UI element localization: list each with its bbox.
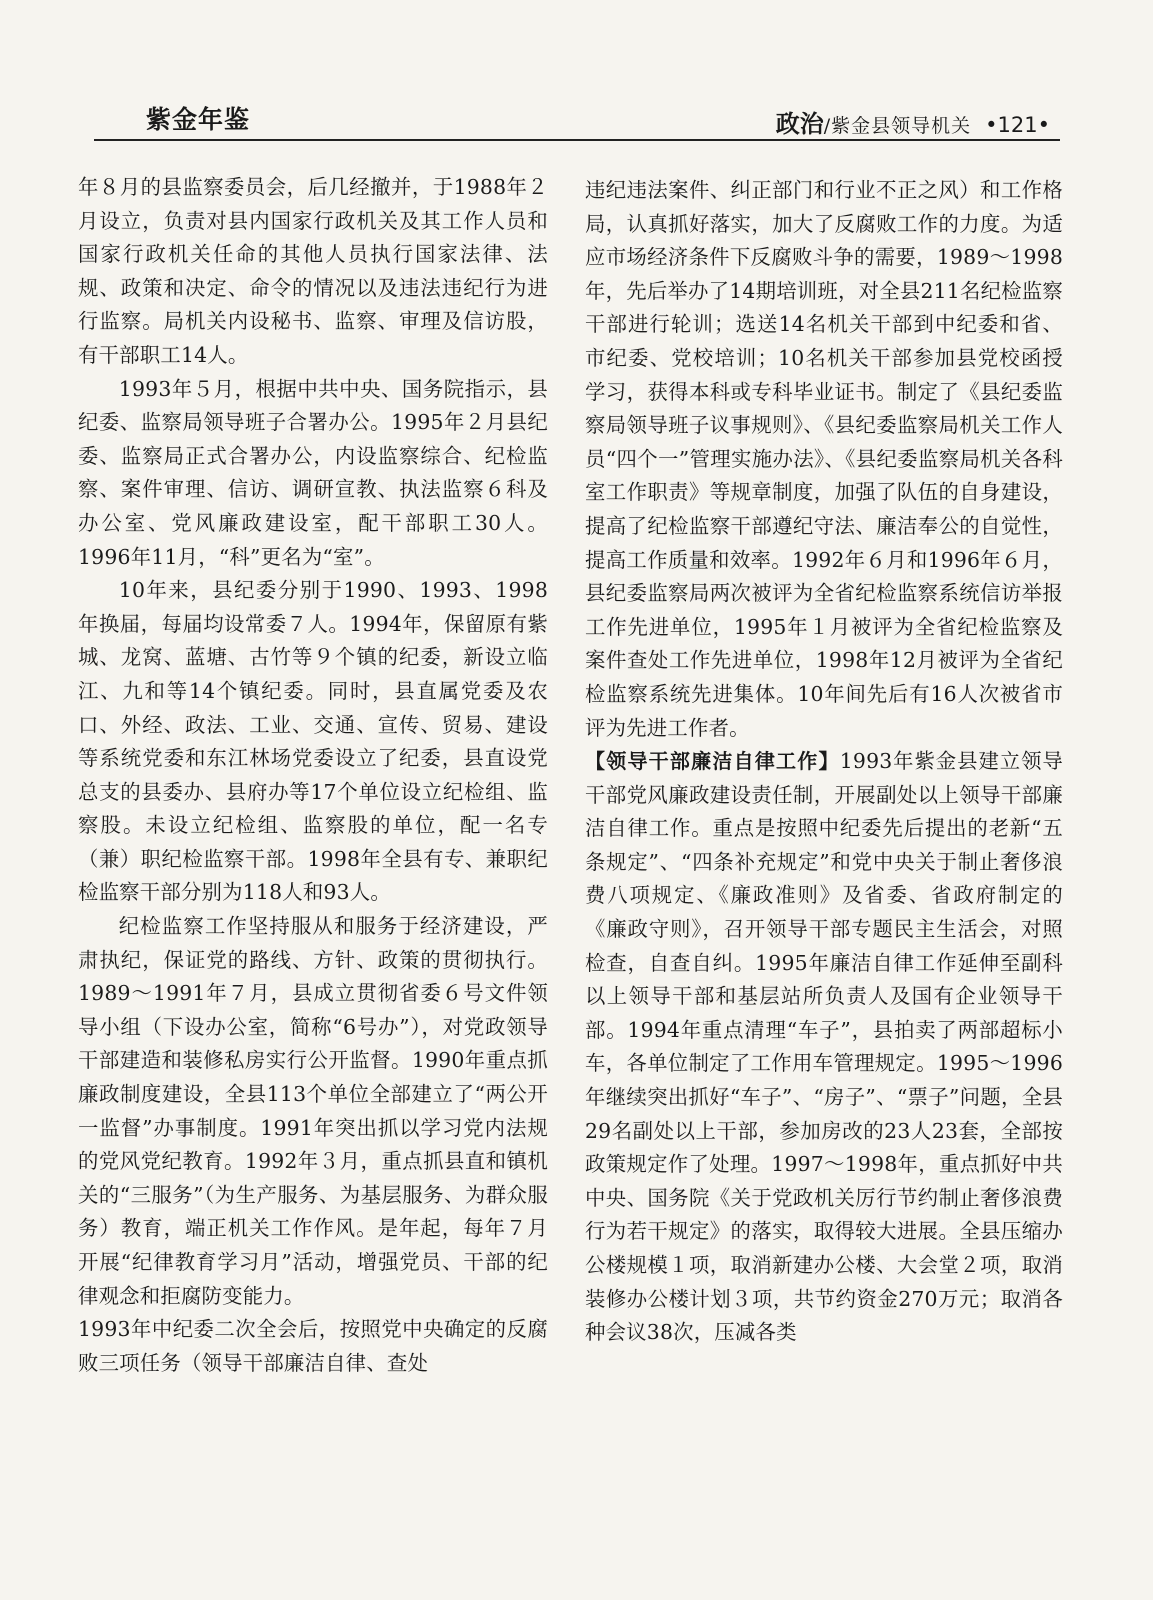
paragraph: 10年来，县纪委分别于1990、1993、1998年换届，每届均设常委７人。1994年，保留原有紫城、龙窝、蓝塘、古竹等９个镇的纪委，新设立临江、九和等14个镇纪委。同时，县直属党委及农口、外经、政法、工业、交通、宣传、贸易、建设等系统党委和东江林场党委设立了纪委，县直设党总支的县委办、县府办等17个单位设立纪检组、监察股。未设立纪检组、监察股的单位，配一名专（兼）职纪检监察干部。1998年全县有专、兼职纪检监察干部分别为118人和93人。 [78, 578, 548, 905]
page-number: •121• [985, 113, 1050, 137]
paragraph: 1993年中纪委二次全会后，按照党中央确定的反腐败三项任务（领导干部廉洁自律、查处 [78, 1317, 548, 1375]
header-rule [94, 139, 1060, 141]
subsection-title: /紫金县领导机关 [823, 115, 972, 137]
right-column [585, 174, 1063, 1350]
section-paragraph [585, 745, 1063, 1350]
left-column [78, 171, 548, 1380]
paragraph: 1993年５月，根据中共中央、国务院指示，县纪委、监察局领导班子合署办公。1995年２月县纪委、监察局正式合署办公，内设监察综合、纪检监察、案件审理、信访、调研宣教、执法监察６科及办公室、党风廉政建设室，配干部职工30人。1996年11月，“科”更名为“室”。 [78, 376, 548, 569]
section-title: 政治 [775, 110, 824, 138]
book-title: 紫金年鉴 [146, 105, 251, 134]
paragraph: 纪检监察工作坚持服从和服务于经济建设，严肃执纪，保证党的路线、方针、政策的贯彻执行。1989～1991年７月，县成立贯彻省委６号文件领导小组（下设办公室，简称“6号办”），对党政领导干部建造和装修私房实行公开监督。1990年重点抓廉政制度建设，全县113个单位全部建立了“两公开一监督”办事制度。1991年突出抓以学习党内法规的党风党纪教育。1992年３月，重点抓县直和镇机关的“三服务”（为生产服务、为基层服务、为群众服务）教育，端正机关工作作风。是年起，每年７月开展“纪律教育学习月”活动，增强党员、干部的纪律观念和拒腐防变能力。 [78, 914, 548, 1308]
paragraph: 年８月的县监察委员会，后几经撤并，于1988年２月设立，负责对县内国家行政机关及其工作人员和国家行政机关任命的其他人员执行国家法律、法规、政策和决定、命令的情况以及违法违纪行为进行监察。局机关内设秘书、监察、审理及信访股，有干部职工14人。 [78, 175, 548, 367]
paragraph: 违纪违法案件、纠正部门和行业不正之风）和工作格局，认真抓好落实，加大了反腐败工作的力度。为适应市场经济条件下反腐败斗争的需要，1989～1998年，先后举办了14期培训班，对全县211名纪检监察干部进行轮训；选送14名机关干部到中纪委和省、市纪委、党校培训；10名机关干部参加县党校函授学习，获得本科或专科毕业证书。制定了《县纪委监察局领导班子议事规则》、《县纪委监察局机关工作人员“四个一”管理实施办法》、《县纪委监察局机关各科室工作职责》等规章制度，加强了队伍的自身建设，提高了纪检监察干部遵纪守法、廉洁奉公的自觉性，提高工作质量和效率。1992年６月和1996年６月，县纪委监察局两次被评为全省纪检监察系统信访举报工作先进单位，1995年１月被评为全省纪检监察及案件查处工作先进单位，1998年12月被评为全省纪检监察系统先进集体。10年间先后有16人次被省市评为先进工作者。 [585, 178, 1063, 740]
section-heading: 【领导干部廉洁自律工作】 [585, 749, 840, 774]
running-header [776, 104, 1050, 139]
paragraph-text: 1993年紫金县建立领导干部党风廉政建设责任制，开展副处以上领导干部廉洁自律工作。重点是按照中纪委先后提出的老新“五条规定”、“四条补充规定”和党中央关于制止奢侈浪费八项规定、《廉政准则》及省委、省政府制定的《廉政守则》，召开领导干部专题民主生活会，对照检查，自查自纠。1995年廉洁自律工作延伸至副科以上领导干部和基层站所负责人及国有企业领导干部。1994年重点清理“车子”，县拍卖了两部超标小车，各单位制定了工作用车管理规定。1995～1996年继续突出抓好“车子”、“房子”、“票子”问题，全县29名副处以上干部，参加房改的23人23套，全部按政策规定作了处理。1997～1998年，重点抓好中共中央、国务院《关于党政机关厉行节约制止奢侈浪费行为若干规定》的落实，取得较大进展。全县压缩办公楼规模１项，取消新建办公楼、大会堂２项，取消装修办公楼计划３项，共节约资金270万元；取消各种会议38次，压减各类 [585, 749, 1063, 1345]
